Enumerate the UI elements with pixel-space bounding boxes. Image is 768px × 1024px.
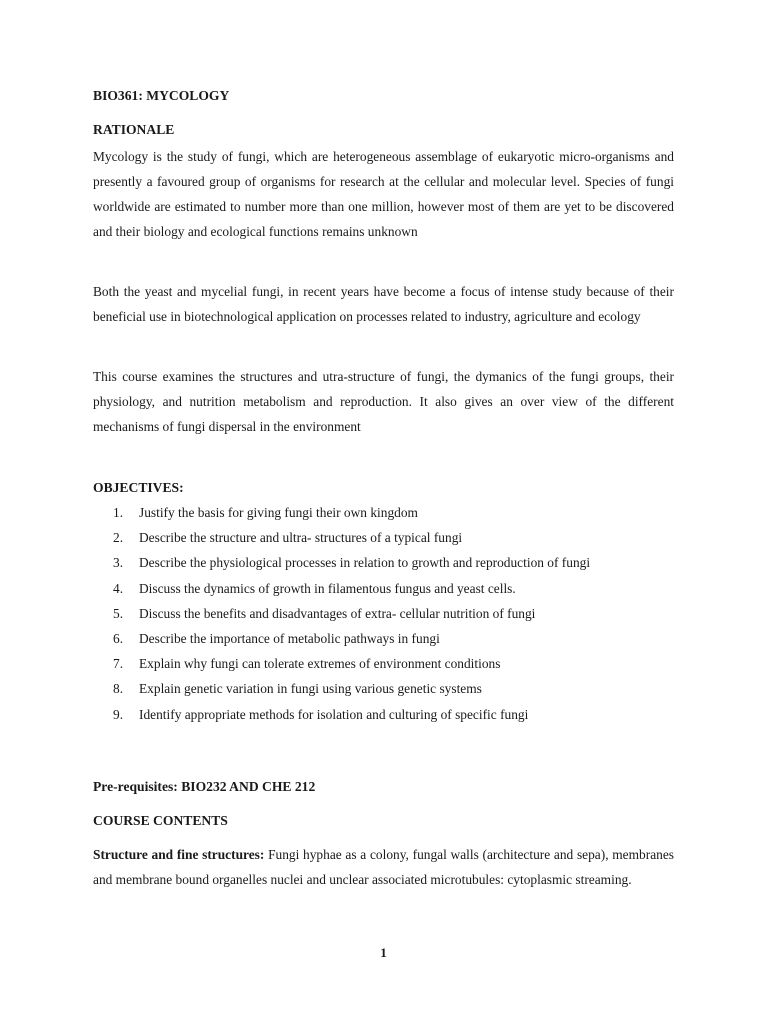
list-item-text: Describe the structure and ultra- structures of a typical fungi bbox=[139, 530, 463, 546]
rationale-paragraph-2: Both the yeast and mycelial fungi, in recent years have become a focus of intense study because of their beneficial use in biotechnological application on processes related to industry, agriculture and ecology bbox=[93, 284, 674, 324]
structure-paragraph bbox=[93, 842, 674, 892]
list-item-text: Describe the importance of metabolic pathways in fungi bbox=[139, 630, 440, 646]
list-item-text: Identify appropriate methods for isolation and culturing of specific fungi bbox=[139, 706, 529, 722]
structure-label: Structure and fine structures: bbox=[93, 847, 265, 862]
list-item-text: Justify the basis for giving fungi their own kingdom bbox=[139, 505, 418, 520]
rationale-paragraph-3: This course examines the structures and utra-structure of fungi, the dymanics of the fungi groups, their physiology, and nutrition metabolism and reproduction. It also gives an over view of the different mechanisms of fungi dispersal in the environment bbox=[93, 369, 674, 434]
list-item-text: Explain why fungi can tolerate extremes of environment conditions bbox=[139, 656, 501, 672]
list-item-number: 5. bbox=[113, 605, 124, 621]
list-item-number: 3. bbox=[113, 555, 124, 571]
list-item-number: 9. bbox=[113, 706, 124, 722]
list-item-text: Discuss the benefits and disadvantages of extra- cellular nutrition of fungi bbox=[139, 605, 536, 621]
list-item-number: 2. bbox=[113, 530, 124, 546]
list-item-number: 6. bbox=[113, 630, 124, 646]
list-item-number: 8. bbox=[113, 681, 124, 697]
rationale-paragraph-1: Mycology is the study of fungi, which are heterogeneous assemblage of eukaryotic micro-organisms and presently a favoured group of organisms for research at the cellular and molecular level. Species of fungi worldwide are estimated to number more than one million, however most of them are yet to be discovered and their biology and ecological functions remains unknown bbox=[93, 149, 674, 239]
list-item-number: 7. bbox=[113, 656, 124, 672]
list-item-text: Discuss the dynamics of growth in filamentous fungus and yeast cells. bbox=[139, 580, 516, 596]
page-number: 1 bbox=[380, 945, 387, 960]
course-contents-heading: COURSE CONTENTS bbox=[93, 813, 228, 828]
list-item-text: Describe the physiological processes in relation to growth and reproduction of fungi bbox=[139, 555, 591, 571]
structure-text: Fungi hyphae as a colony, fungal walls (architecture and sepa), membranes and membrane bound organelles nuclei and unclear associated microtubules: cytoplasmic streaming. bbox=[93, 847, 674, 887]
prerequisites-heading: Pre-requisites: BIO232 AND CHE 212 bbox=[93, 779, 316, 794]
objectives-heading: OBJECTIVES: bbox=[93, 480, 184, 495]
list-item-number: 1. bbox=[113, 505, 124, 520]
list-item-number: 4. bbox=[113, 580, 124, 596]
course-title: BIO361: MYCOLOGY bbox=[93, 88, 230, 103]
document-page bbox=[93, 0, 674, 1024]
list-item-text: Explain genetic variation in fungi using various genetic systems bbox=[139, 681, 482, 697]
rationale-heading: RATIONALE bbox=[93, 122, 175, 137]
